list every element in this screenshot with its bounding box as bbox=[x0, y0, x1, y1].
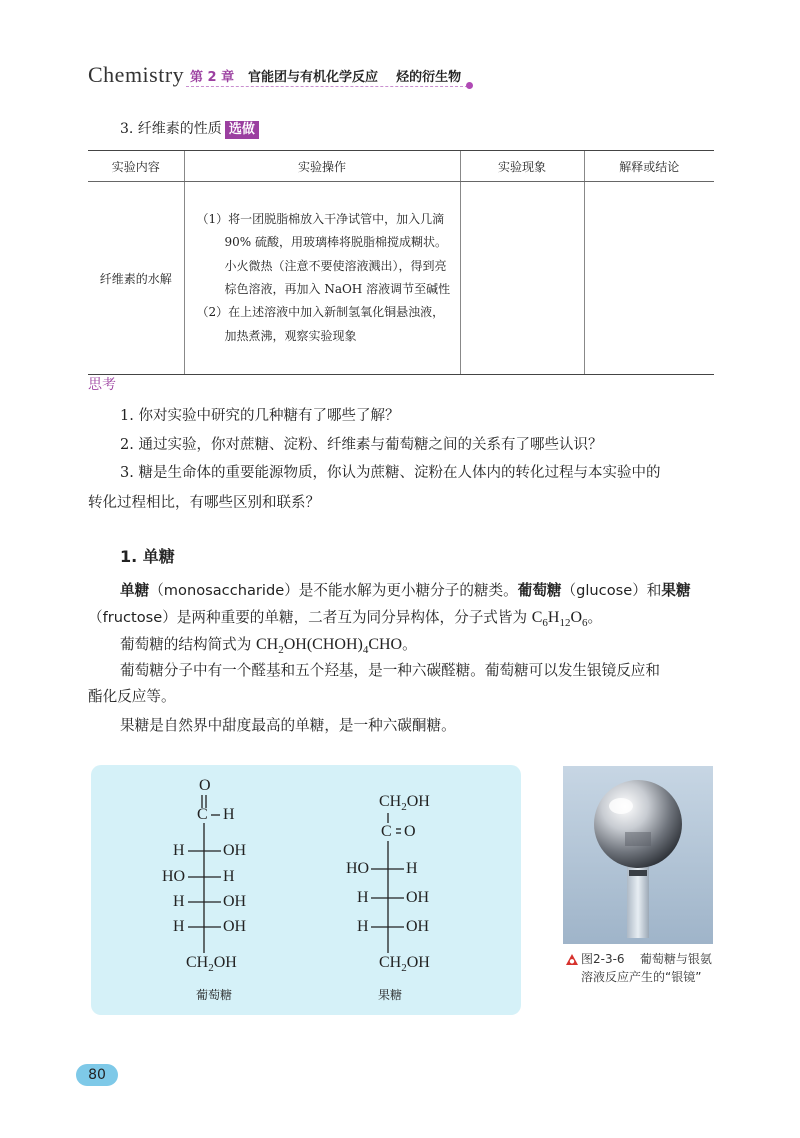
glucose-label: 葡萄糖 bbox=[196, 988, 233, 1002]
cell-phenomenon bbox=[460, 182, 584, 375]
glucose-row2-left: HO bbox=[162, 868, 186, 885]
cell-conclusion bbox=[584, 182, 714, 375]
fructose-top: $CH_2OH$ bbox=[379, 793, 430, 814]
text: 葡萄糖的结构简式为 bbox=[120, 636, 256, 653]
glucose-row3-right: OH bbox=[223, 893, 247, 910]
table-header-conclusion: 解释或结论 bbox=[584, 151, 714, 182]
cell-operation bbox=[184, 182, 460, 375]
glucose-row2-right: H bbox=[223, 868, 235, 885]
fructose-row2-left: H bbox=[357, 889, 369, 906]
optional-badge: 选做 bbox=[225, 121, 259, 139]
section3-heading bbox=[120, 118, 259, 139]
table-row bbox=[88, 182, 714, 375]
figure-caption-line2: 溶液反应产生的“银镜” bbox=[581, 970, 702, 984]
section1-heading: 1. 单糖 bbox=[120, 547, 175, 566]
header-brand: Chemistry bbox=[88, 62, 185, 87]
cell-content: 纤维素的水解 bbox=[88, 182, 184, 375]
text: 。 bbox=[402, 636, 417, 653]
operation-step-2: （2）在上述溶液中加入新制氢氧化铜悬浊液，加热煮沸，观察实验现象 bbox=[196, 305, 445, 343]
question-3-continued: 转化过程相比，有哪些区别和联系？ bbox=[88, 495, 320, 511]
paragraph-fructose: 果糖是自然界中甜度最高的单糖，是一种六碳酮糖。 bbox=[120, 717, 456, 734]
fructose-atom-C: C bbox=[381, 823, 392, 840]
fructose-row3-left: H bbox=[357, 918, 369, 935]
table-header-content: 实验内容 bbox=[88, 151, 184, 182]
section3-title: 3. 纤维素的性质 bbox=[120, 121, 222, 137]
header-dot bbox=[466, 82, 473, 89]
table-header-row bbox=[88, 151, 714, 182]
operation-step-1: （1）将一团脱脂棉放入干净试管中，加入几滴 90% 硫酸，用玻璃棒将脱脂棉搅成糊状。小火微热（注意不要使溶液溅出），得到亮棕色溶液，再加入 NaOH 溶液调节至碱性 bbox=[196, 212, 451, 296]
text: （glucose）和 bbox=[561, 582, 662, 599]
glucose-row3-left: H bbox=[173, 893, 185, 910]
header-title: 官能团与有机化学反应 烃的衍生物 bbox=[248, 70, 462, 85]
keyword-glucose: 葡萄糖 bbox=[517, 582, 562, 599]
glucose-atom-O: O bbox=[199, 777, 211, 794]
glucose-row4-right: OH bbox=[223, 918, 247, 935]
fructose-bottom: $CH_2OH$ bbox=[379, 954, 430, 975]
structure-panel bbox=[91, 765, 521, 1015]
molecular-formula: $C_6H_{12}O_6$ bbox=[531, 609, 588, 630]
page-number: 80 bbox=[88, 1067, 106, 1083]
table-header-phenomenon: 实验现象 bbox=[460, 151, 584, 182]
glucose-row1-right: OH bbox=[223, 842, 247, 859]
question-3: 3. 糖是生命体的重要能源物质，你认为蔗糖、淀粉在人体内的转化过程与本实验中的 bbox=[120, 465, 661, 481]
header-divider bbox=[186, 86, 468, 87]
fructose-row1-right: H bbox=[406, 860, 418, 877]
text: （monosaccharide）是不能水解为更小糖分子的糖类。 bbox=[149, 582, 518, 599]
experiment-table bbox=[88, 150, 714, 375]
question-1: 1. 你对实验中研究的几种糖有了哪些了解？ bbox=[120, 408, 400, 424]
fructose-atom-O: O bbox=[404, 823, 416, 840]
question-2: 2. 通过实验，你对蔗糖、淀粉、纤维素与葡萄糖之间的关系有了哪些认识？ bbox=[120, 437, 603, 453]
glucose-atom-H: H bbox=[223, 806, 235, 823]
fructose-label: 果糖 bbox=[378, 988, 403, 1002]
glucose-bottom: $CH_2OH$ bbox=[186, 954, 237, 975]
glucose-atom-C: C bbox=[197, 806, 208, 823]
header-chapter: 第 2 章 bbox=[190, 70, 235, 85]
think-label: 思考 bbox=[88, 377, 116, 393]
table-header-operation: 实验操作 bbox=[184, 151, 460, 182]
fructose-row3-right: OH bbox=[406, 918, 430, 935]
text: （fructose）是两种重要的单糖，二者互为同分异构体，分子式皆为 bbox=[88, 609, 532, 626]
silver-mirror-photo bbox=[563, 766, 713, 944]
paragraph-glucose-cont: 酯化反应等。 bbox=[88, 688, 176, 705]
figure-triangle-icon bbox=[566, 954, 578, 966]
structure-lines bbox=[91, 765, 521, 1015]
keyword-fructose: 果糖 bbox=[661, 582, 691, 599]
paragraph-glucose: 葡萄糖分子中有一个醛基和五个羟基，是一种六碳醛糖。葡萄糖可以发生银镜反应和 bbox=[120, 662, 660, 679]
keyword-monosaccharide: 单糖 bbox=[120, 582, 150, 599]
glucose-row4-left: H bbox=[173, 918, 185, 935]
paragraph-monosaccharide bbox=[120, 578, 720, 604]
glucose-row1-left: H bbox=[173, 842, 185, 859]
text: 。 bbox=[587, 609, 603, 626]
fructose-row1-left: HO bbox=[346, 860, 370, 877]
figure-caption: 图2-3-6 葡萄糖与银氨 bbox=[581, 952, 712, 966]
fructose-row2-right: OH bbox=[406, 889, 430, 906]
structural-formula: $CH_2OH(CHOH)_4CHO$ bbox=[255, 636, 403, 657]
